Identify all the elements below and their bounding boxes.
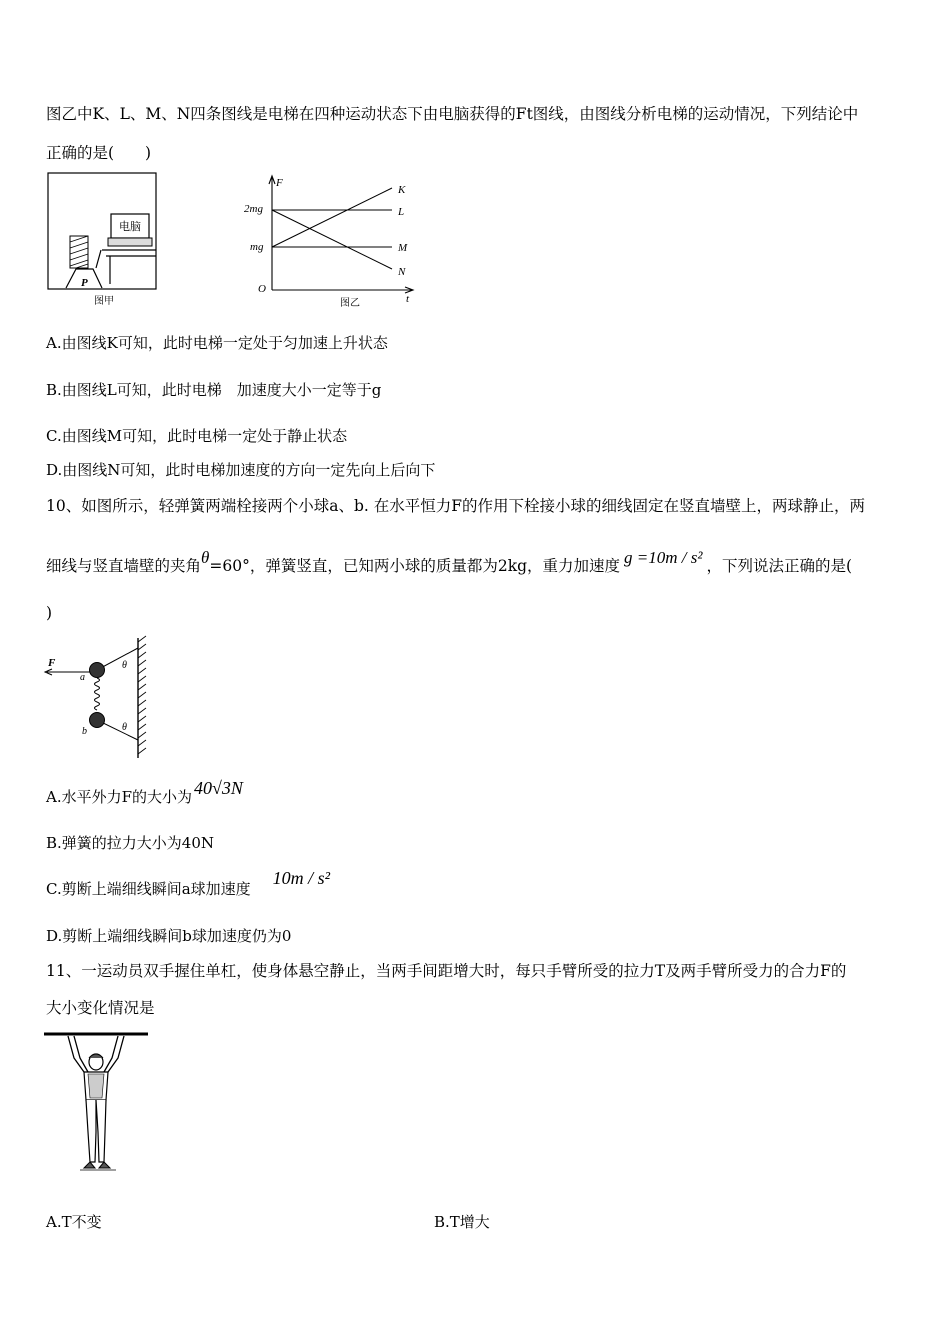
q11-gymnast-figure	[44, 1028, 150, 1176]
q9-option-c[interactable]: C.由图线M可知，此时电梯一定处于静止状态	[46, 427, 348, 445]
q10-option-d[interactable]: D.剪断上端细线瞬间b球加速度仍为0	[46, 927, 292, 945]
fig-jia-caption: 图甲	[94, 296, 114, 307]
g-formula: g =10m / s²	[624, 548, 703, 567]
formula-40-root3-n: 40√3N	[194, 778, 243, 798]
q9-option-a[interactable]: A.由图线K可知，此时电梯一定处于匀加速上升状态	[46, 334, 388, 352]
q9-stem-line1: 图乙中K、L、M、N四条图线是电梯在四种运动状态下由电脑获得的Ft图线，由图线分析电梯的运动情况，下列结论中	[46, 105, 859, 123]
q9-option-d[interactable]: D.由图线N可知，此时电梯加速度的方向一定先向上后向下	[46, 461, 436, 479]
force-f-label: F	[48, 657, 56, 669]
q10-option-c[interactable]: C.剪断上端细线瞬间a球加速度10m / s²	[46, 868, 331, 898]
line-l-label: L	[398, 206, 405, 218]
q11-option-b[interactable]: B.T增大	[434, 1213, 490, 1231]
origin-label: O	[258, 283, 266, 295]
q9-option-b[interactable]: B.由图线L可知，此时电梯 加速度大小一定等于g	[46, 381, 382, 399]
tick-mg: mg	[250, 241, 264, 253]
q10-figure	[42, 634, 152, 762]
fig-yi-caption: 图乙	[340, 298, 360, 309]
axis-x-label: t	[406, 293, 410, 305]
line-m-label: M	[398, 242, 408, 254]
line-k-label: K	[398, 184, 406, 196]
q10-stem-line2: 细线与竖直墙壁的夹角θ=60°，弹簧竖直，已知两小球的质量都为2kg，重力加速度 g =10m / s² ，下列说法正确的是(	[46, 548, 853, 575]
theta-symbol: θ	[201, 548, 210, 567]
q11-stem-line1: 11、一运动员双手握住单杠，使身体悬空静止，当两手间距增大时，每只手臂所受的拉力T及两手臂所受力的合力F的	[46, 962, 847, 980]
q10-stem-line3: )	[46, 604, 53, 622]
tick-2mg: 2mg	[244, 203, 263, 215]
axis-y-label: F	[276, 177, 283, 189]
q11-stem-line2: 大小变化情况是	[46, 999, 155, 1017]
q10-option-b[interactable]: B.弹簧的拉力大小为40N	[46, 834, 215, 852]
q9-stem-line2: 正确的是( )	[46, 144, 152, 162]
ball-a-label: a	[80, 672, 85, 683]
formula-10-m-s2: 10m / s²	[272, 868, 331, 888]
q11-option-a[interactable]: A.T不变	[46, 1213, 102, 1231]
q10-stem-line1: 10、如图所示，轻弹簧两端栓接两个小球a、b. 在水平恒力F的作用下栓接小球的细线固定在竖直墙壁上，两球静止，两	[46, 497, 865, 515]
theta-bottom-label: θ	[122, 722, 127, 733]
theta-top-label: θ	[122, 660, 127, 671]
q10-option-a[interactable]: A.水平外力F的大小为 40√3N	[46, 778, 243, 806]
sensor-p-label: P	[81, 277, 88, 289]
q9-figure-jia	[46, 172, 158, 308]
line-n-label: N	[398, 266, 406, 278]
q9-figure-yi	[242, 172, 422, 310]
computer-label: 电脑	[119, 221, 141, 233]
ball-b-label: b	[82, 726, 87, 737]
